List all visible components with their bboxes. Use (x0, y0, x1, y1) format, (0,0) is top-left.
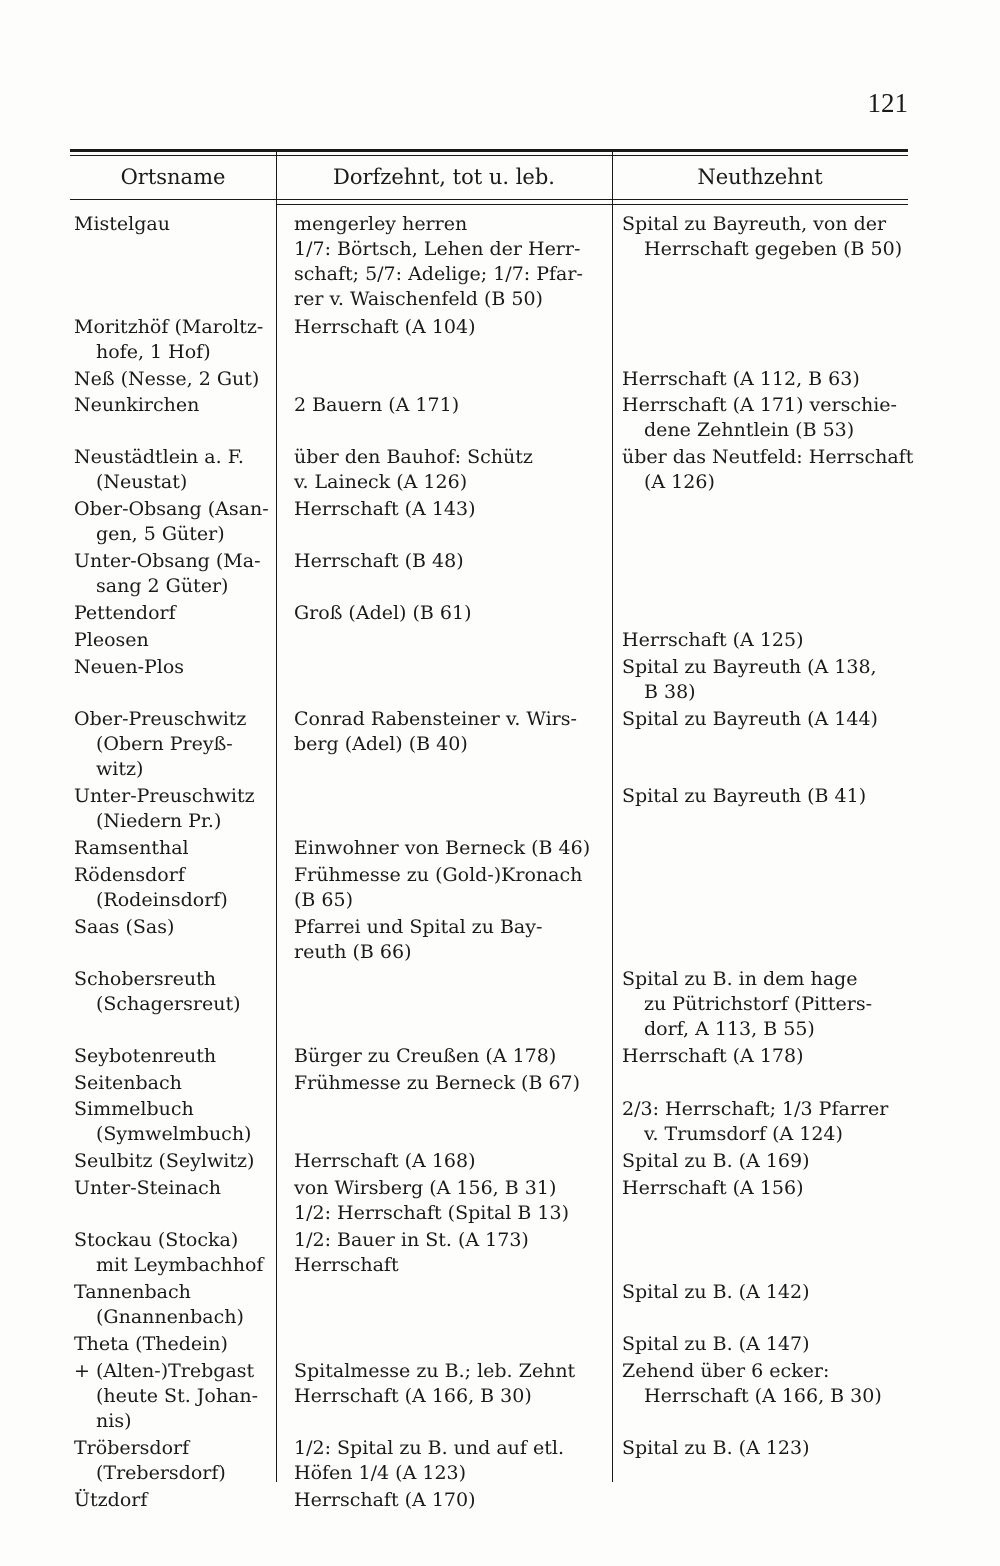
place-name: Schobersreuth (Schagersreut) (74, 967, 241, 1015)
header-rule-double (276, 204, 908, 205)
place-name: Seitenbach (74, 1071, 182, 1094)
place-name: Ützdorf (74, 1488, 148, 1511)
table-row (0, 1044, 1000, 1071)
column-header-ortsname: Ortsname (120, 165, 226, 189)
dorfzehnt-cell: 1/2: Spital zu B. und auf etl. Höfen 1/4 (A 123) (294, 1436, 564, 1484)
neuthzehnt-cell: Spital zu Bayreuth, von der Herrschaft gegeben (B 50) (622, 213, 903, 260)
place-name: Mistelgau (74, 213, 170, 235)
table-row (0, 863, 1000, 915)
top-rule-thin (70, 155, 908, 156)
dorfzehnt-cell: Frühmesse zu Berneck (B 67) (294, 1071, 581, 1094)
dorfzehnt-cell: Einwohner von Berneck (B 46) (294, 836, 591, 859)
dorfzehnt-cell: Spitalmesse zu B.; leb. Zehnt Herrschaft (A 166, B 30) (294, 1359, 576, 1407)
dorfzehnt-cell: Conrad Rabensteiner v. Wirs- berg (Adel) (B 40) (294, 707, 577, 755)
table-row (0, 393, 1000, 445)
dorfzehnt-cell: Herrschaft (A 168) (294, 1150, 476, 1173)
table-row (0, 836, 1000, 863)
column-header-neuthzehnt: Neuthzehnt (697, 165, 823, 189)
place-name: Seybotenreuth (74, 1044, 217, 1067)
table-row (0, 915, 1000, 967)
dorfzehnt-cell: 1/2: Bauer in St. (A 173) Herrschaft (294, 1229, 529, 1276)
tithe-table (0, 212, 1000, 1515)
neuthzehnt-cell: Spital zu B. (A 169) (622, 1150, 810, 1173)
dorfzehnt-cell: Herrschaft (A 104) (294, 315, 476, 338)
table-row (0, 967, 1000, 1044)
neuthzehnt-cell: Herrschaft (A 178) (622, 1044, 804, 1067)
table-row (0, 784, 1000, 836)
dorfzehnt-cell: Herrschaft (B 48) (294, 550, 464, 573)
table-row (0, 1071, 1000, 1098)
neuthzehnt-cell: Spital zu B. (A 123) (622, 1436, 810, 1459)
neuthzehnt-cell: Herrschaft (A 156) (622, 1177, 804, 1199)
dorfzehnt-cell: Groß (Adel) (B 61) (294, 602, 472, 625)
table-row (0, 445, 1000, 497)
table-row (0, 1488, 1000, 1515)
table-row (0, 1228, 1000, 1280)
place-name: Neunkirchen (74, 394, 200, 417)
table-row (0, 601, 1000, 628)
table-row (0, 655, 1000, 707)
column-header-dorfzehnt: Dorfzehnt, tot u. leb. (333, 165, 555, 189)
place-name: Theta (Thedein) (74, 1333, 228, 1355)
table-row (0, 1176, 1000, 1228)
neuthzehnt-cell: 2/3: Herrschaft; 1/3 Pfarrer v. Trumsdorf (A 124) (622, 1098, 889, 1146)
dorfzehnt-cell: über den Bauhof: Schütz v. Laineck (A 126) (294, 446, 533, 494)
table-row (0, 497, 1000, 549)
table-row (0, 1149, 1000, 1176)
neuthzehnt-cell: Spital zu Bayreuth (A 144) (622, 707, 878, 730)
table-row (0, 707, 1000, 784)
place-name: Ramsenthal (74, 836, 189, 859)
table-row (0, 549, 1000, 601)
place-name: Seulbitz (Seylwitz) (74, 1150, 255, 1173)
neuthzehnt-cell: Spital zu B. (A 142) (622, 1281, 810, 1303)
place-name: Tröbersdorf (Trebersdorf) (74, 1436, 226, 1484)
table-row (0, 315, 1000, 367)
header-rule (70, 199, 908, 200)
place-name: + (Alten-)Trebgast (heute St. Johan- nis) (74, 1359, 259, 1432)
place-name: Tannenbach (Gnannenbach) (74, 1281, 244, 1328)
place-name: Saas (Sas) (74, 915, 175, 938)
place-name: Unter-Obsang (Ma- sang 2 Güter) (74, 550, 261, 598)
table-row (0, 1359, 1000, 1436)
neuthzehnt-cell: Spital zu B. in dem hage zu Pütrichstorf (Pitters- dorf, A 113, B 55) (622, 967, 872, 1040)
neuthzehnt-cell: über das Neutfeld: Herrschaft (A 126) (622, 446, 914, 494)
place-name: Rödensdorf (Rodeinsdorf) (74, 863, 228, 911)
neuthzehnt-cell: Spital zu Bayreuth (B 41) (622, 784, 867, 807)
neuthzehnt-cell: Zehend über 6 ecker: Herrschaft (A 166, B 30) (622, 1359, 882, 1407)
neuthzehnt-cell: Spital zu B. (A 147) (622, 1333, 810, 1355)
table-row (0, 367, 1000, 394)
place-name: Neustädtlein a. F. (Neustat) (74, 446, 244, 494)
place-name: Unter-Preuschwitz (Niedern Pr.) (74, 784, 255, 832)
dorfzehnt-cell: Bürger zu Creußen (A 178) (294, 1044, 557, 1067)
dorfzehnt-cell: Pfarrei und Spital zu Bay- reuth (B 66) (294, 915, 543, 963)
dorfzehnt-cell: mengerley herren 1/7: Börtsch, Lehen der Herr- schaft; 5/7: Adelige; 1/7: Pfar- rer v. Waischenfeld (B 50) (294, 213, 583, 310)
table-row (0, 1436, 1000, 1488)
page-number: 121 (867, 88, 908, 118)
place-name: Unter-Steinach (74, 1177, 222, 1199)
table-row (0, 1332, 1000, 1359)
place-name: Pettendorf (74, 602, 176, 625)
place-name: Pleosen (74, 628, 149, 651)
neuthzehnt-cell: Herrschaft (A 125) (622, 628, 804, 651)
top-rule (70, 149, 908, 152)
place-name: Neuen-Plos (74, 655, 185, 678)
neuthzehnt-cell: Herrschaft (A 112, B 63) (622, 367, 860, 390)
place-name: Simmelbuch (Symwelmbuch) (74, 1098, 252, 1146)
place-name: Ober-Obsang (Asan- gen, 5 Güter) (74, 498, 269, 546)
table-row (0, 212, 1000, 315)
place-name: Moritzhöf (Maroltz- hofe, 1 Hof) (74, 315, 264, 363)
neuthzehnt-cell: Herrschaft (A 171) verschie- dene Zehntlein (B 53) (622, 394, 897, 442)
place-name: Neß (Nesse, 2 Gut) (74, 367, 260, 390)
dorfzehnt-cell: 2 Bauern (A 171) (294, 394, 460, 417)
place-name: Stockau (Stocka) mit Leymbachhof (74, 1229, 264, 1276)
table-row (0, 628, 1000, 655)
dorfzehnt-cell: Herrschaft (A 170) (294, 1488, 476, 1511)
table-row (0, 1097, 1000, 1149)
neuthzehnt-cell: Spital zu Bayreuth (A 138, B 38) (622, 655, 877, 703)
dorfzehnt-cell: Frühmesse zu (Gold-)Kronach (B 65) (294, 863, 583, 911)
table-row (0, 1280, 1000, 1332)
dorfzehnt-cell: Herrschaft (A 143) (294, 498, 476, 521)
place-name: Ober-Preuschwitz (Obern Preyß- witz) (74, 707, 247, 780)
dorfzehnt-cell: von Wirsberg (A 156, B 31) 1/2: Herrschaft (Spital B 13) (294, 1177, 569, 1224)
